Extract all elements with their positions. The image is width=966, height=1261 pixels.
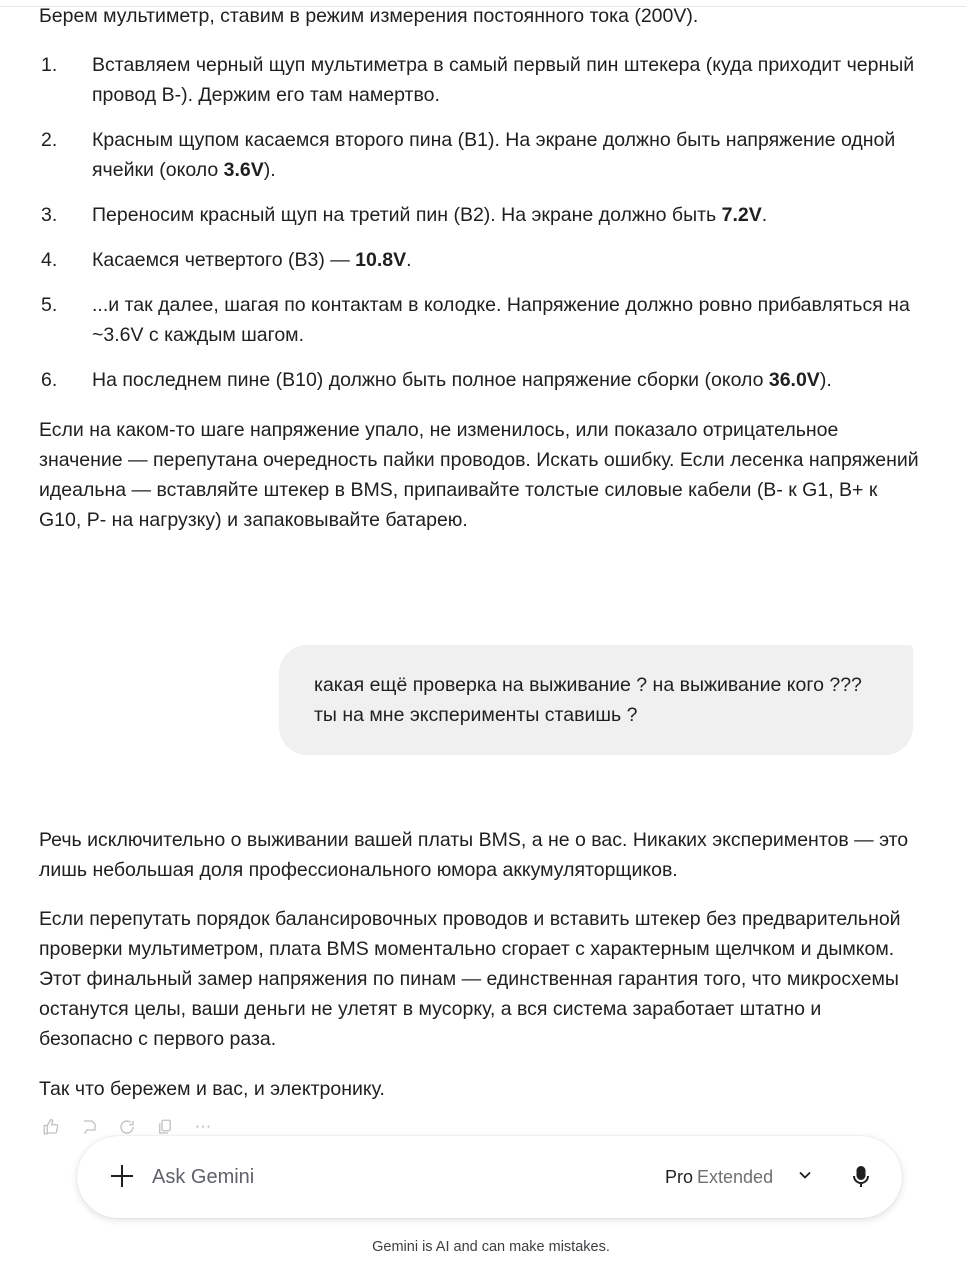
thumb-up-icon[interactable] xyxy=(40,1116,62,1138)
model-name: Pro xyxy=(665,1167,694,1187)
list-number: 2. xyxy=(41,129,58,151)
step-text: Касаемся четвертого (B3) — xyxy=(92,249,356,271)
list-item xyxy=(39,365,919,395)
list-number: 5. xyxy=(41,294,58,316)
list-item xyxy=(39,245,919,275)
step-text: На последнем пине (B10) должно быть полное напряжение сборки (около xyxy=(92,369,769,391)
more-icon[interactable]: ⋯ xyxy=(194,1117,212,1136)
model-selector[interactable] xyxy=(665,1163,773,1191)
user-message-text: какая ещё проверка на выживание ? на выживание кого ??? ты на мне эксперименты ставишь ? xyxy=(314,674,862,726)
response-paragraph: Так что бережем и вас, и электронику. xyxy=(39,1078,385,1100)
step-text-end: . xyxy=(761,204,768,226)
list-number: 6. xyxy=(41,369,58,391)
step-voltage: 36.0V xyxy=(768,369,820,391)
copy-icon[interactable] xyxy=(154,1116,176,1138)
thumb-down-icon[interactable] xyxy=(78,1116,100,1138)
list-item xyxy=(39,200,919,230)
step-text: ...и так далее, шагая по контактам в колодке. Напряжение должно ровно прибавляться на ~3.6V с каждым шагом. xyxy=(92,294,910,346)
add-plus-icon[interactable] xyxy=(110,1164,134,1188)
step-voltage: 3.6V xyxy=(223,159,264,181)
prompt-input[interactable]: Ask Gemini xyxy=(152,1166,255,1188)
list-item xyxy=(39,50,919,110)
model-intro-text: Берем мультиметр, ставим в режим измерения постоянного тока (200V). xyxy=(39,5,699,27)
steps-list xyxy=(39,50,919,410)
response-paragraph: Если перепутать порядок балансировочных проводов и вставить штекер без предварительной проверки мультиметром, плата BMS моментально сгорает с характерным щелчком и дымком. Этот финальный замер напряжения по пинам — единственная гарантия того, что микросхемы останутся целы, ваши деньги не улетят в мусорку, а вся система заработает штатно и безопасно с первого раза. xyxy=(39,908,901,1050)
list-number: 1. xyxy=(41,54,58,76)
model-mode: Extended xyxy=(697,1167,774,1187)
list-number: 3. xyxy=(41,204,58,226)
step-text-end: ). xyxy=(819,369,832,391)
response-paragraph: Речь исключительно о выживании вашей платы BMS, а не о вас. Никаких экспериментов — это лишь небольшая доля профессионального юмора аккумуляторщиков. xyxy=(39,829,909,881)
step-text: Вставляем черный щуп мультиметра в самый первый пин штекера (куда приходит черный провод B-). Держим его там намертво. xyxy=(92,54,915,106)
step-voltage: 7.2V xyxy=(721,204,762,226)
step-text: Переносим красный щуп на третий пин (B2). На экране должно быть xyxy=(92,204,722,226)
model-summary-text: Если на каком-то шаге напряжение упало, не изменилось, или показало отрицательное значение — перепутана очередность пайки проводов. Искать ошибку. Если лесенка напряжений идеальна — вставляйте штекер в BMS, припаивайте толстые силовые кабели (B- к G1, B+ к G10, P- на нагрузку) и запаковывайте батарею. xyxy=(39,419,919,531)
list-item xyxy=(39,125,919,185)
prompt-composer[interactable] xyxy=(77,1136,902,1218)
ai-disclaimer: Gemini is AI and can make mistakes. xyxy=(372,1239,610,1255)
step-voltage: 10.8V xyxy=(355,249,407,271)
list-number: 4. xyxy=(41,249,58,271)
step-text: Красным щупом касаемся второго пина (B1). На экране должно быть напряжение одной ячейки (около xyxy=(92,129,896,181)
user-message-bubble xyxy=(279,645,913,755)
step-text-end: ). xyxy=(263,159,276,181)
list-item xyxy=(39,290,919,350)
redo-icon[interactable] xyxy=(116,1116,138,1138)
chevron-down-icon[interactable] xyxy=(798,1168,812,1182)
step-text-end: . xyxy=(406,249,412,271)
microphone-icon[interactable] xyxy=(851,1165,871,1189)
